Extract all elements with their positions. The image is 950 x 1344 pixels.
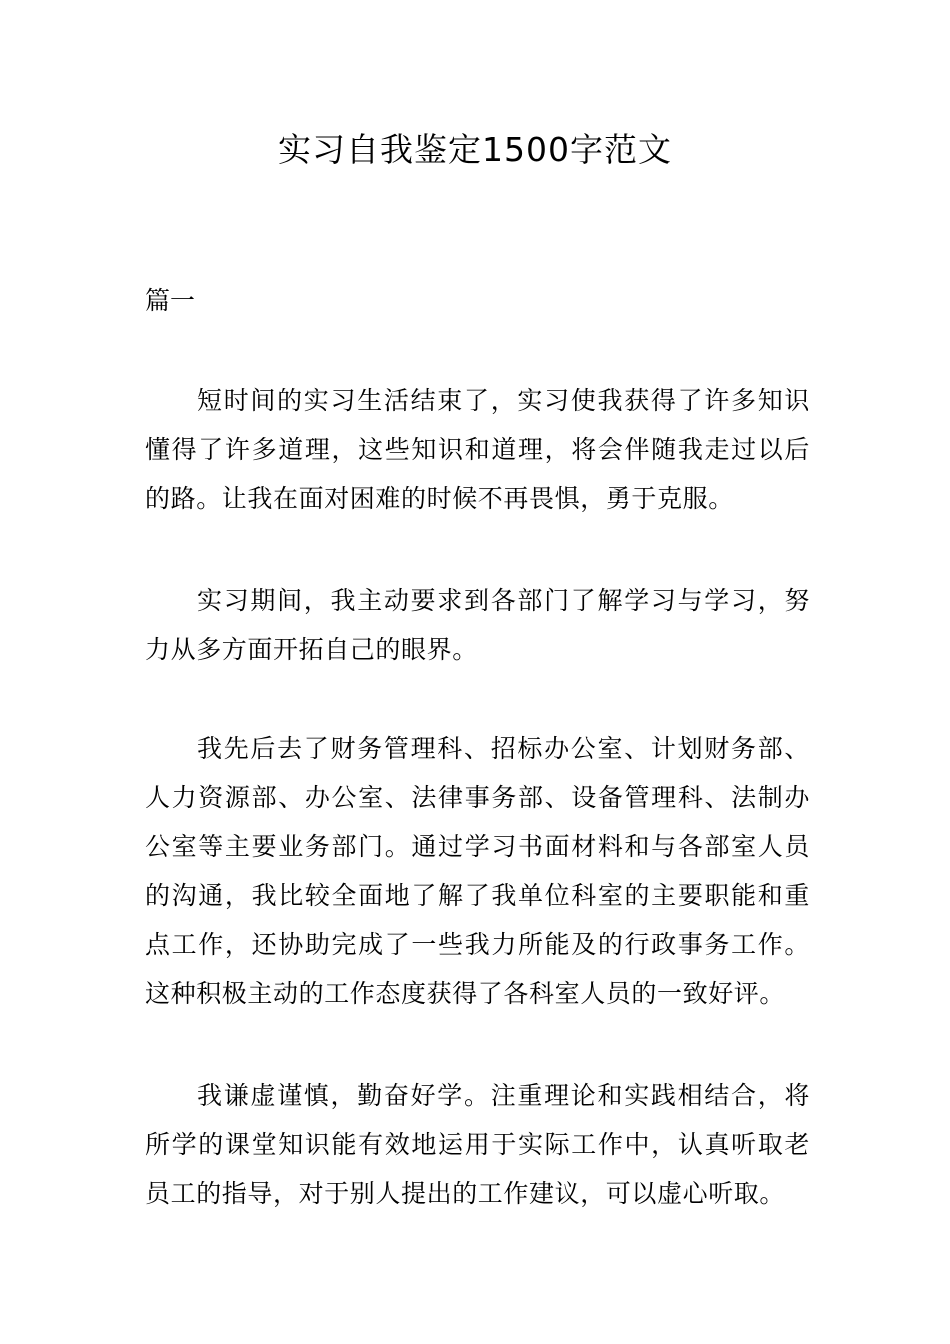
- paragraph-3: 我先后去了财务管理科、招标办公室、计划财务部、人力资源部、办公室、法律事务部、设备管理科、法制办公室等主要业务部门。通过学习书面材料和与各部室人员的沟通，我比较全面地了解了我单位科室的主要职能和重点工作，还协助完成了一些我力所能及的行政事务工作。这种积极主动的工作态度获得了各科室人员的一致好评。: [145, 734, 810, 1008]
- paragraph-4: 我谦虚谨慎，勤奋好学。注重理论和实践相结合，将所学的课堂知识能有效地运用于实际工作中，认真听取老员工的指导，对于别人提出的工作建议，可以虚心听取。: [145, 1081, 810, 1208]
- paragraph-1: 短时间的实习生活结束了，实习使我获得了许多知识懂得了许多道理，这些知识和道理，将会伴随我走过以后的路。让我在面对困难的时候不再畏惧，勇于克服。: [145, 386, 810, 513]
- paragraph-2: 实习期间，我主动要求到各部门了解学习与学习，努力从多方面开拓自己的眼界。: [145, 586, 810, 664]
- section-label: 篇一: [145, 286, 196, 315]
- document-title: 实习自我鉴定1500字范文: [278, 130, 672, 169]
